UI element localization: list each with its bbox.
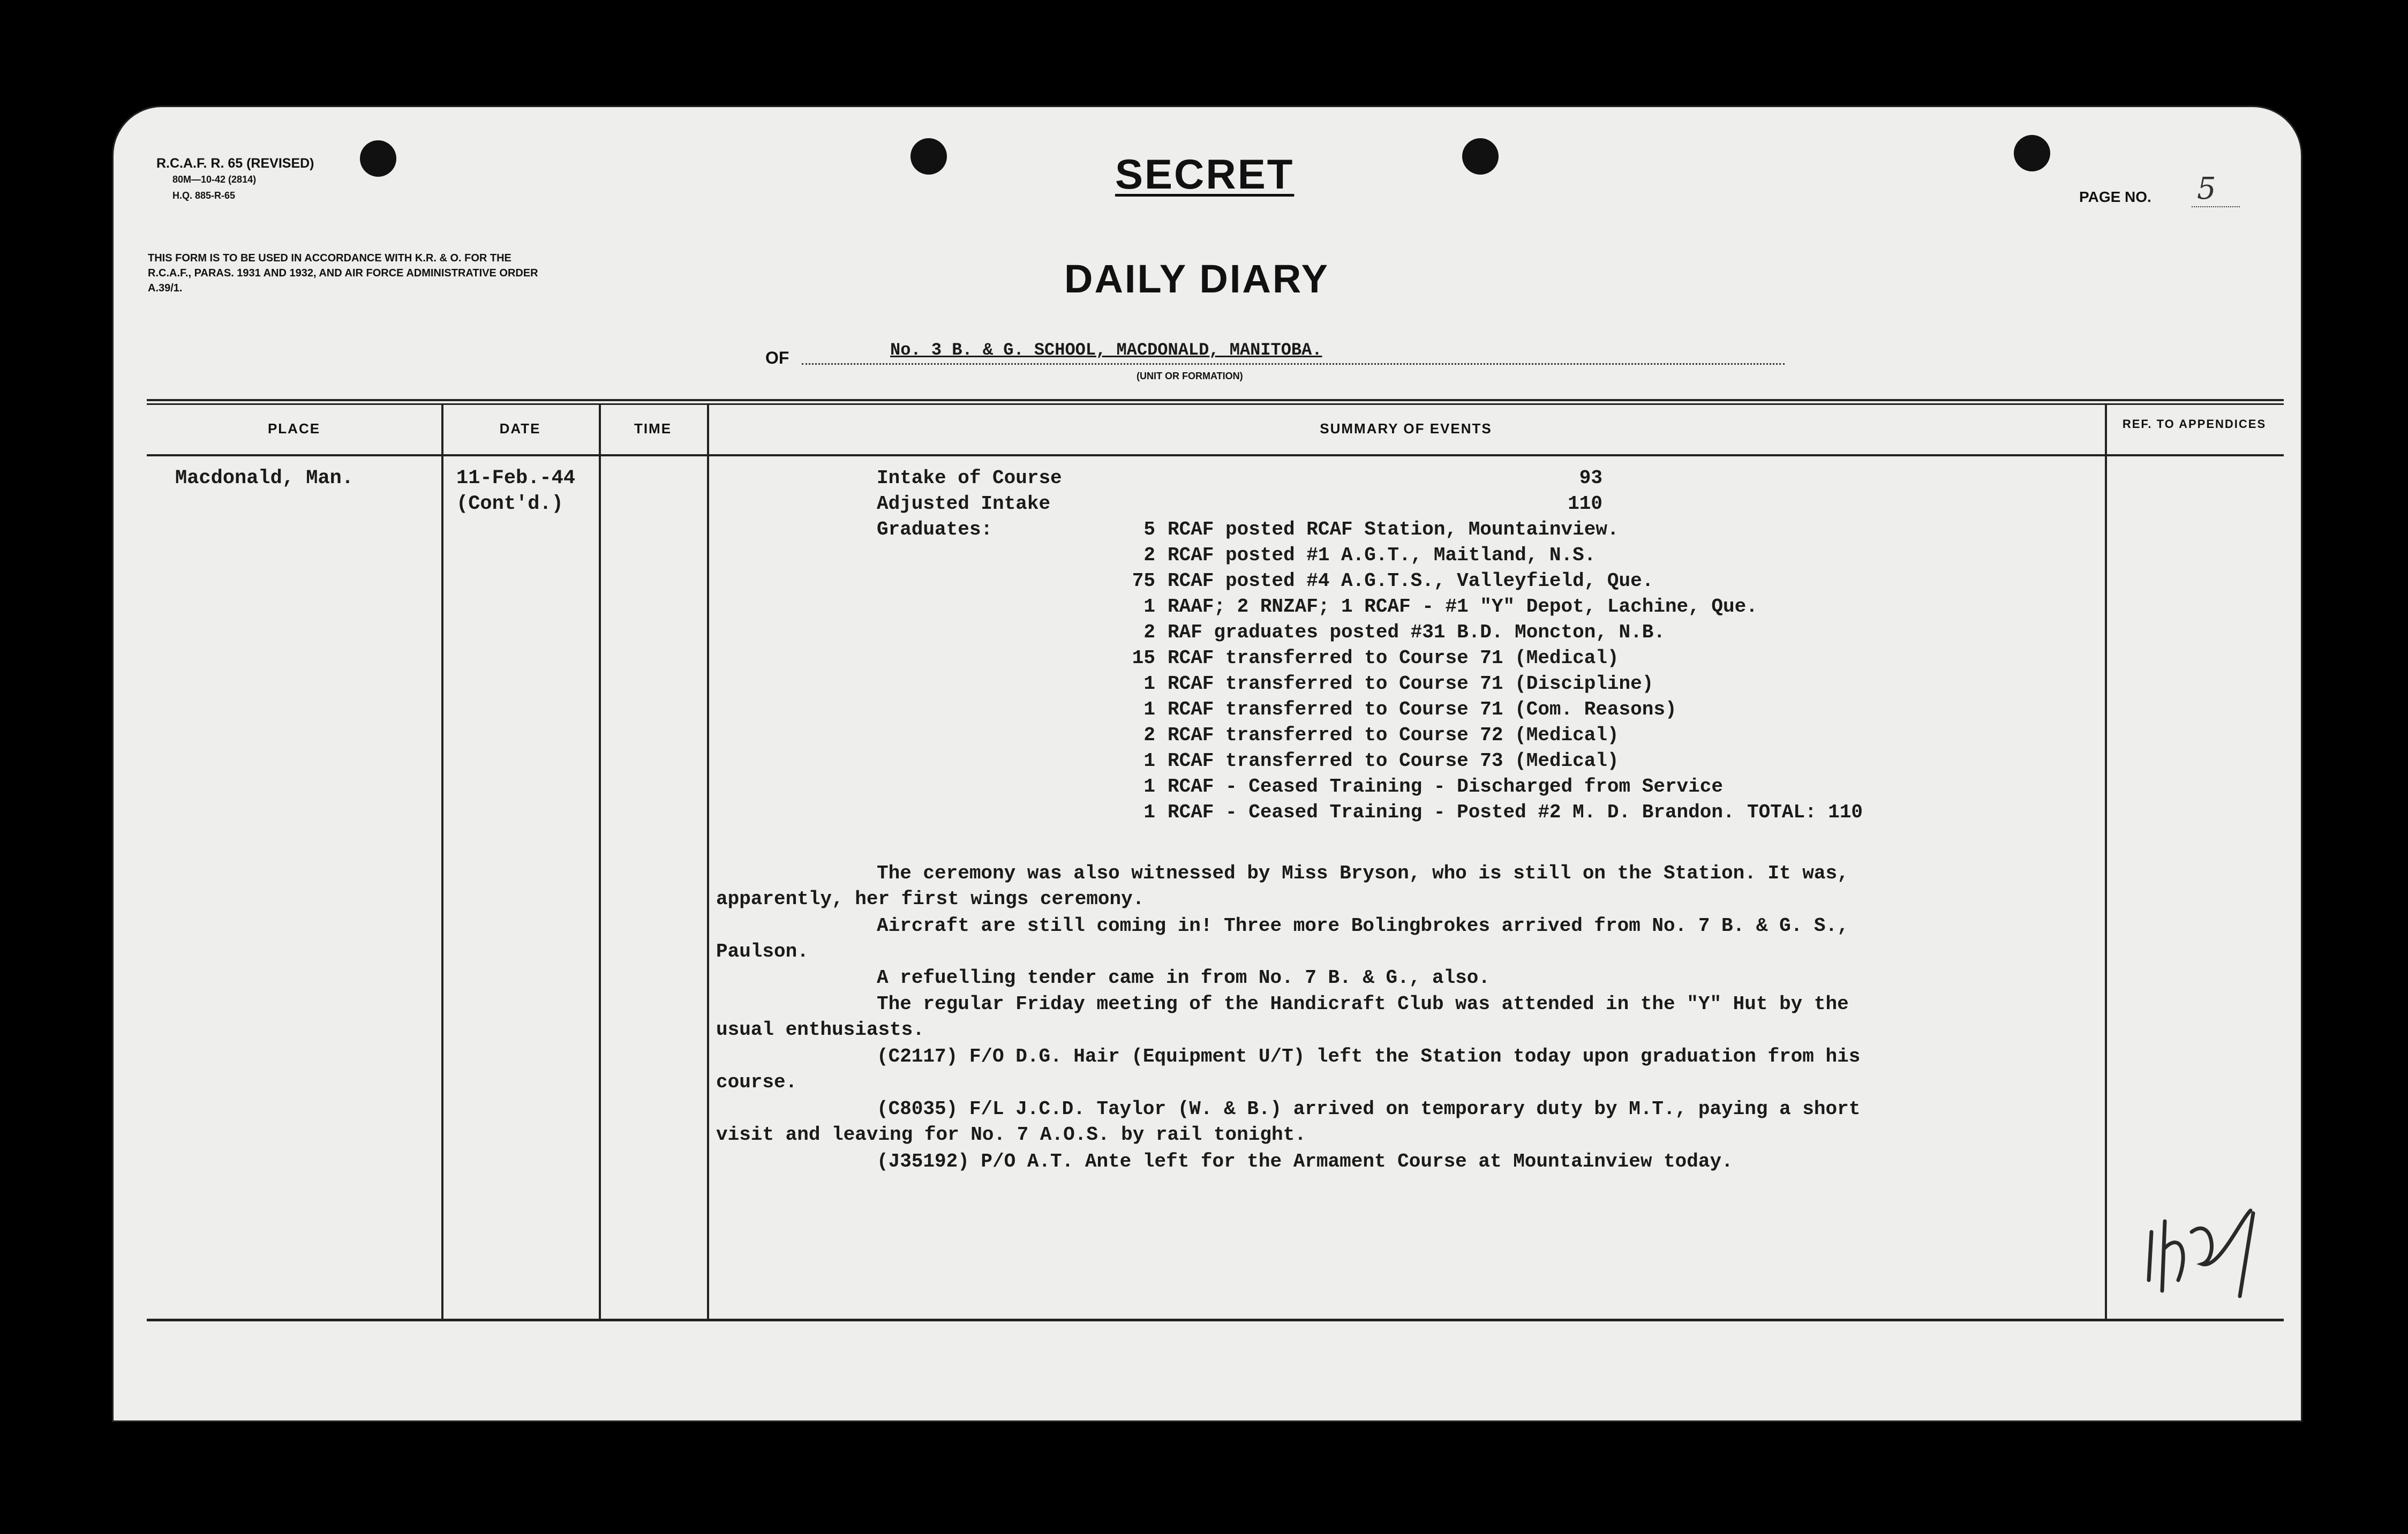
graduate-count: 1 — [1143, 596, 1155, 618]
page-number-line — [2192, 206, 2240, 207]
graduate-count: 2 — [1143, 544, 1155, 566]
entry-date: 11-Feb.-44 — [456, 467, 576, 490]
graduate-count: 2 — [1143, 724, 1155, 746]
entry-date-note: (Cont'd.) — [456, 493, 563, 515]
column-divider — [707, 403, 709, 1320]
intake-label: Intake of Course — [877, 467, 1062, 489]
diary-form-card — [114, 107, 2301, 1420]
graduate-posting: RCAF transferred to Course 71 (Discipline) — [1168, 673, 1654, 695]
graduate-count: 5 — [1143, 518, 1155, 540]
form-code-line: 80M—10-42 (2814) — [172, 174, 257, 185]
graduate-posting: RAF graduates posted #31 B.D. Moncton, N.B. — [1168, 621, 1665, 643]
graduate-count: 1 — [1143, 750, 1155, 772]
binder-hole — [360, 140, 396, 177]
intake-label: Adjusted Intake — [877, 493, 1051, 515]
form-code-line: R.C.A.F. R. 65 (REVISED) — [156, 156, 314, 171]
form-code-line: H.Q. 885-R-65 — [172, 190, 236, 201]
header-bottom-rule — [147, 454, 2284, 456]
column-header-place: PLACE — [267, 420, 321, 437]
binder-hole — [2014, 135, 2050, 171]
narrative-paragraph: Aircraft are still coming in! Three more Bolingbrokes arrived from No. 7 B. & G. S., — [877, 915, 1849, 937]
graduate-posting: RCAF transferred to Course 71 (Com. Reasons) — [1168, 698, 1677, 720]
intake-value: 110 — [1568, 493, 1602, 515]
narrative-continuation: course. — [716, 1071, 797, 1093]
column-header-time: TIME — [634, 420, 672, 437]
column-header-date: DATE — [499, 420, 541, 437]
graduate-count: 1 — [1143, 673, 1155, 695]
column-header-appendices: REF. TO APPENDICES — [2122, 417, 2267, 431]
graduate-posting: RCAF transferred to Course 72 (Medical) — [1168, 724, 1619, 746]
graduates-label: Graduates: — [877, 518, 993, 540]
narrative-paragraph: The regular Friday meeting of the Handicraft Club was attended in the "Y" Hut by the — [877, 993, 1849, 1015]
unit-caption: (UNIT OR FORMATION) — [1137, 371, 1243, 381]
narrative-continuation: Paulson. — [716, 941, 809, 962]
graduate-count: 1 — [1143, 776, 1155, 798]
binder-hole — [1462, 138, 1499, 175]
security-classification: SECRET — [1115, 151, 1295, 198]
narrative-paragraph: (J35192) P/O A.T. Ante left for the Armament Course at Mountainview today. — [877, 1150, 1733, 1172]
page-number-label: PAGE NO. — [2079, 189, 2151, 205]
graduate-posting: RCAF posted RCAF Station, Mountainview. — [1168, 518, 1619, 540]
form-usage-note: THIS FORM IS TO BE USED IN ACCORDANCE WITH K.R. & O. FOR THE R.C.A.F., PARAS. 1931 AND 1932, AND AIR FORCE ADMINISTRATIVE ORDER A.39/1. — [148, 252, 538, 294]
binder-hole — [910, 138, 947, 175]
graduate-posting: RAAF; 2 RNZAF; 1 RCAF - #1 "Y" Depot, Lachine, Que. — [1168, 596, 1758, 618]
graduate-count: 2 — [1143, 621, 1155, 643]
intake-value: 93 — [1579, 467, 1602, 489]
page-number-value: 5 — [2197, 171, 2216, 206]
graduate-count: 75 — [1132, 570, 1155, 592]
column-divider — [2105, 403, 2107, 1320]
narrative-paragraph: (C2117) F/O D.G. Hair (Equipment U/T) left the Station today upon graduation from his — [877, 1046, 1861, 1067]
graduate-posting: RCAF posted #4 A.G.T.S., Valleyfield, Que. — [1168, 570, 1654, 592]
narrative-paragraph: A refuelling tender came in from No. 7 B. & G., also. — [877, 967, 1490, 989]
column-divider — [441, 403, 443, 1320]
table-top-rule — [147, 399, 2284, 401]
of-label: OF — [765, 348, 789, 367]
narrative-paragraph: (C8035) F/L J.C.D. Taylor (W. & B.) arrived on temporary duty by M.T., paying a short — [877, 1098, 1861, 1120]
entry-place: Macdonald, Man. — [175, 467, 354, 490]
narrative-continuation: visit and leaving for No. 7 A.O.S. by rail tonight. — [716, 1124, 1306, 1146]
column-divider — [599, 403, 601, 1320]
handwritten-mark-icon — [2138, 1200, 2267, 1307]
graduate-posting: RCAF posted #1 A.G.T., Maitland, N.S. — [1168, 544, 1596, 566]
unit-name: No. 3 B. & G. SCHOOL, MACDONALD, MANITOBA. — [890, 340, 1322, 360]
appendix-handwritten-mark — [2138, 1200, 2267, 1326]
graduates-total: TOTAL: 110 — [1747, 801, 1863, 823]
graduate-posting: RCAF - Ceased Training - Discharged from Service — [1168, 776, 1723, 798]
narrative-paragraph: The ceremony was also witnessed by Miss Bryson, who is still on the Station. It was, — [877, 862, 1849, 884]
graduate-count: 1 — [1143, 801, 1155, 823]
graduate-posting: RCAF transferred to Course 71 (Medical) — [1168, 647, 1619, 669]
graduate-count: 1 — [1143, 698, 1155, 720]
graduate-count: 15 — [1132, 647, 1155, 669]
form-code — [156, 155, 314, 204]
form-title: DAILY DIARY — [1064, 257, 1329, 301]
unit-underline — [802, 363, 1785, 365]
graduate-posting: RCAF - Ceased Training - Posted #2 M. D. Brandon. — [1168, 801, 1735, 823]
narrative-continuation: apparently, her first wings ceremony. — [716, 888, 1145, 910]
graduate-posting: RCAF transferred to Course 73 (Medical) — [1168, 750, 1619, 772]
narrative-continuation: usual enthusiasts. — [716, 1019, 924, 1041]
column-header-summary: SUMMARY OF EVENTS — [1320, 420, 1492, 437]
table-top-rule — [147, 403, 2284, 405]
table-bottom-rule — [147, 1319, 2284, 1321]
